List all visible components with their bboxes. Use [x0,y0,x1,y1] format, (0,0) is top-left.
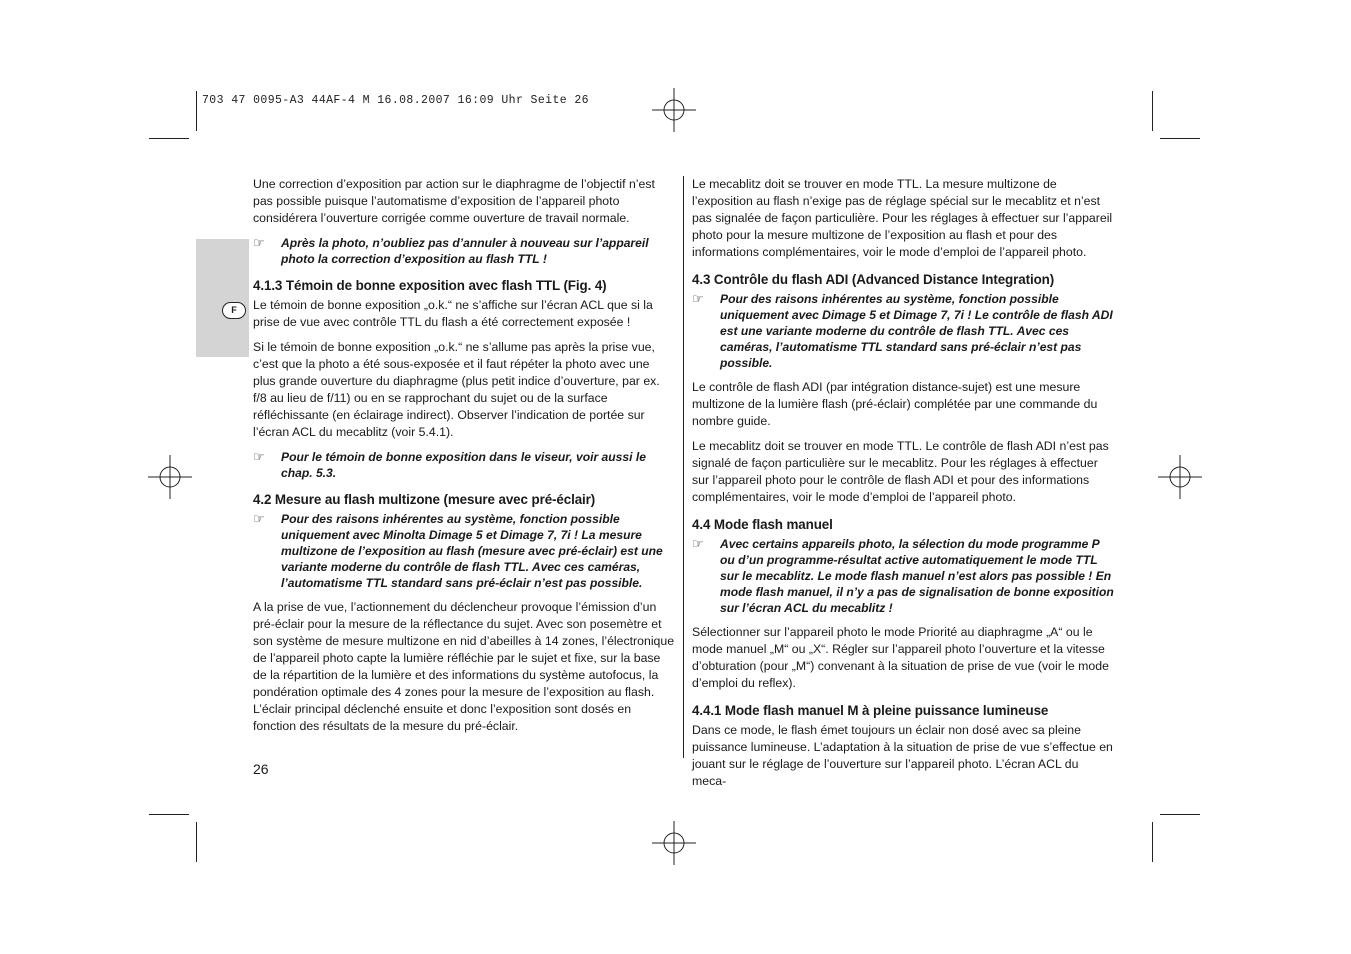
section-heading: 4.4.1 Mode flash manuel M à pleine puissance lumineuse [692,703,1049,718]
registration-mark-icon [652,88,696,132]
note [253,235,675,267]
page-number: 26 [253,761,269,777]
note [253,511,675,591]
paragraph: Le mecablitz doit se trouver en mode TTL. La mesure multizone de l’exposition au flash n’exige pas de réglage spécial sur le mecablitz et n’est pas signalée de façon particulière. Pour les réglages à effectuer sur l’appareil photo pour la mesure multizone de l’exposition au flash et pour des informations complémentaires, voir le mode d’emploi de l’appareil photo. [692,177,1113,259]
section-heading: 4.1.3 Témoin de bonne exposition avec flash TTL (Fig. 4) [253,278,607,293]
pointing-hand-icon: ☞ [253,449,265,464]
note-text: Pour des raisons inhérentes au système, fonction possible uniquement avec Dimage 5 et Dimage 7, 7i ! Le contrôle de flash ADI est une variante moderne du contrôle de flash TTL. Avec ces caméras, l’automatisme TTL standard sans pré-éclair n’est pas possible. [720,292,1113,370]
paragraph: Le mecablitz doit se trouver en mode TTL. Le contrôle de flash ADI n’est pas signalé de façon particulière sur le mecablitz. Pour les réglages à effectuer sur l’appareil photo pour le contrôle de flash ADI et pour des informations complémentaires, voir le mode d’emploi de l’appareil photo. [692,439,1109,504]
print-slug: 703 47 0095-A3 44AF-4 M 16.08.2007 16:09 Uhr Seite 26 [202,94,589,107]
section-heading: 4.4 Mode flash manuel [692,517,833,532]
registration-mark-icon [1158,455,1202,499]
note [692,536,1116,616]
left-column [253,176,675,743]
paragraph: Si le témoin de bonne exposition „o.k.“ ne s’allume pas après la prise vue, c’est que la photo a été sous-exposée et il faut répéter la photo avec une plus grande ouverture du diaphragme (plus petit indice d’ouverture, par ex. f/8 au lieu de f/11) ou en se rapprochant du sujet ou de la surface réfléchissante (en éclairage indirect). Observer l’indication de portée sur l’écran ACL du mecablitz (voir 5.4.1). [253,340,660,439]
right-column [692,176,1116,798]
note [692,291,1116,371]
note-text: Après la photo, n’oubliez pas d’annuler à nouveau sur l’appareil photo la correction d’exposition au flash TTL ! [281,236,649,266]
paragraph: Dans ce mode, le flash émet toujours un éclair non dosé avec sa pleine puissance lumineuse. L’adaptation à la situation de prise de vue s’effectue en jouant sur le réglage de l’ouverture sur l’appareil photo. L’écran ACL du meca- [692,723,1113,788]
crop-mark [1152,91,1153,131]
crop-mark [149,138,189,139]
pointing-hand-icon: ☞ [253,235,265,250]
paragraph: Une correction d’exposition par action sur le diaphragme de l’objectif n’est pas possible puisque l’automatisme d’exposition de l’appareil photo considérera l’ouverture corrigée comme ouverture de travail normale. [253,177,655,225]
registration-mark-icon [652,821,696,865]
crop-mark [196,91,197,131]
registration-mark-icon [148,455,192,499]
paragraph: Sélectionner sur l’appareil photo le mode Priorité au diaphragme „A“ ou le mode manuel „M“ ou „X“. Régler sur l’appareil photo l’ouverture et la vitesse d’obturation (pour „M“) convenant à la situation de prise de vue (voir le mode d’emploi du reflex). [692,625,1109,690]
crop-mark [149,814,189,815]
crop-mark [196,822,197,862]
note-text: Avec certains appareils photo, la sélection du mode programme P ou d’un programme-résultat active automatiquement le mode TTL sur le mecablitz. Le mode flash manuel n’est alors pas possible ! En mode flash manuel, il n’y a pas de signalisation de bonne exposition sur l’écran ACL du mecablitz ! [720,537,1114,615]
paragraph: Le contrôle de flash ADI (par intégration distance-sujet) est une mesure multizone de la lumière flash (pré-éclair) complétée par une commande du nombre guide. [692,380,1098,428]
column-divider [683,176,684,758]
language-label: F [222,302,246,319]
section-heading: 4.2 Mesure au flash multizone (mesure avec pré-éclair) [253,492,596,507]
pointing-hand-icon: ☞ [692,536,704,551]
crop-mark [1152,822,1153,862]
paragraph: A la prise de vue, l’actionnement du déclencheur provoque l’émission d’un pré-éclair pour la mesure de la réflectance du sujet. Avec son posemètre et son système de mesure multizone en nid d’abeilles à 14 zones, l’électronique de l’appareil photo capte la lumière réfléchie par le sujet et fixe, sur la base de la répartition de la lumière et des informations du système autofocus, la pondération optimale des 4 zones pour la mesure de l’exposition au flash. L’éclair principal déclenché ensuite et donc l’exposition sont dosés en fonction des résultats de la mesure du pré-éclair. [253,600,675,733]
crop-mark [1160,138,1200,139]
note-text: Pour des raisons inhérentes au système, fonction possible uniquement avec Minolta Dimage 5 et Dimage 7, 7i ! La mesure multizone de l’exposition au flash (mesure avec pré-éclair) est une variante moderne du contrôle de flash TTL. Avec ces caméras, l’automatisme TTL standard sans pré-éclair n’est pas possible. [281,512,663,590]
note [253,449,675,481]
pointing-hand-icon: ☞ [692,291,704,306]
crop-mark [1160,814,1200,815]
language-tab [196,239,249,357]
note-text: Pour le témoin de bonne exposition dans le viseur, voir aussi le chap. 5.3. [281,450,646,480]
section-heading: 4.3 Contrôle du flash ADI (Advanced Distance Integration) [692,272,1055,287]
paragraph: Le témoin de bonne exposition „o.k.“ ne s’affiche sur l’écran ACL que si la prise de vue avec contrôle TTL du flash a été correctement exposée ! [253,298,653,329]
pointing-hand-icon: ☞ [253,511,265,526]
